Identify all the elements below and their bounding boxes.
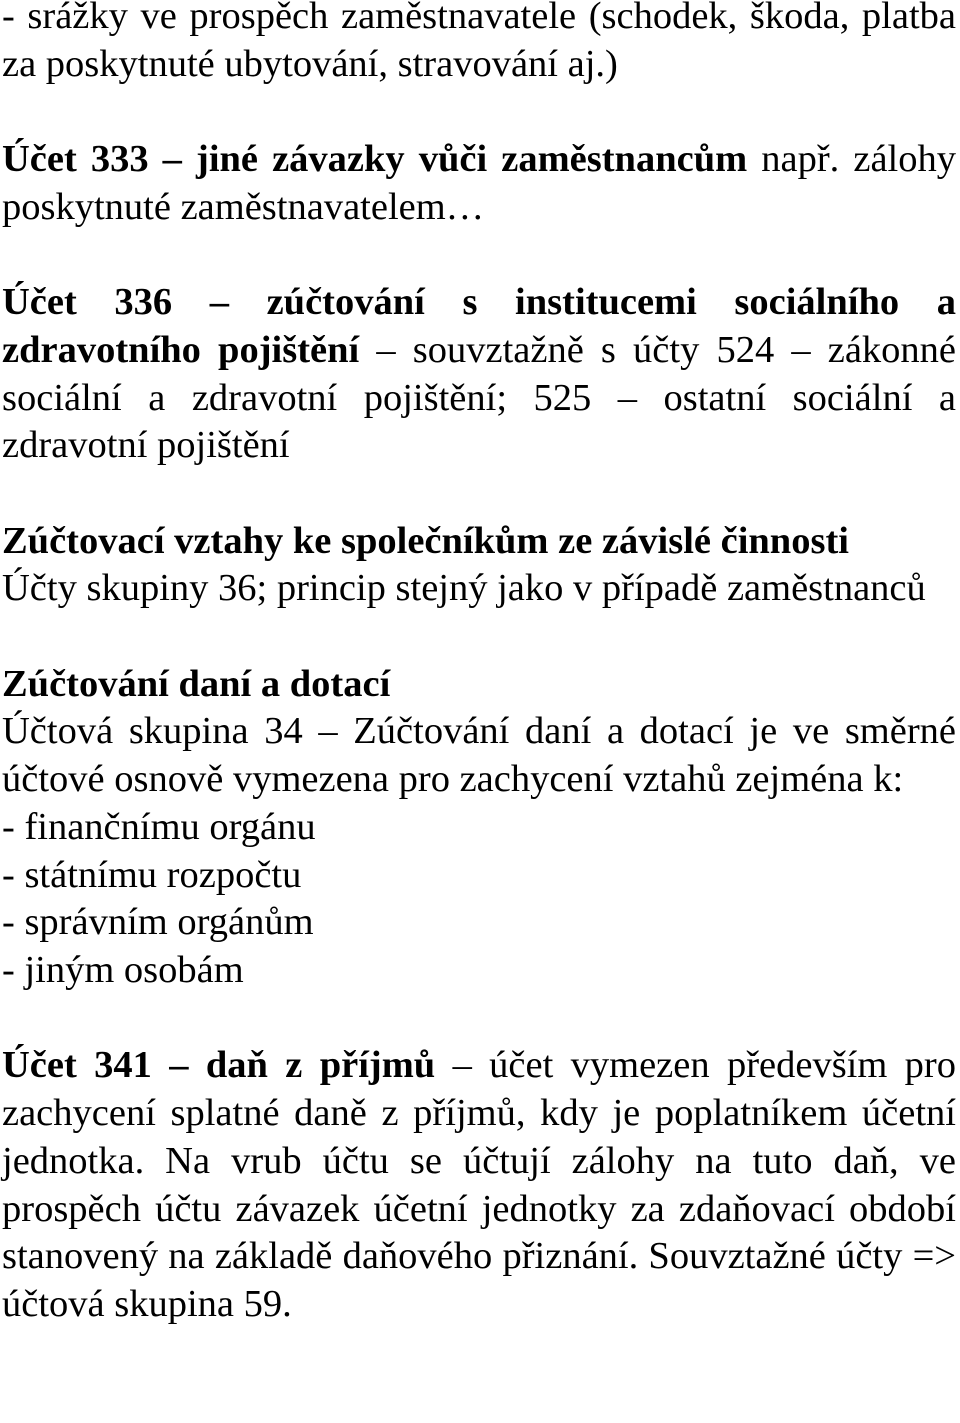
paragraph-taxes	[2, 708, 956, 803]
list-item: - státnímu rozpočtu	[2, 853, 302, 896]
paragraph-text: např. zálohy poskytnuté zaměstnavatelem…	[2, 138, 956, 228]
paragraph-deductions	[2, 0, 956, 88]
section-heading-taxes	[2, 661, 956, 709]
paragraph-text: – účet vymezen především pro zachycení splatné daně z příjmů, kdy je poplatníkem účetní jednotka. Na vrub účtu se účtují zálohy na tuto daň, ve prospěch účtu závazek účetní jednotky za zdaňovací období stanovený na základě daňového přiznání. Souvztažné účty => účtová skupina 59.	[2, 1044, 956, 1325]
taxes-heading: Zúčtování daní a dotací	[2, 662, 391, 705]
list-item: - správním orgánům	[2, 901, 314, 944]
paragraph-text: - srážky ve prospěch zaměstnavatele (schodek, škoda, platba za poskytnuté ubytování, stravování aj.)	[2, 0, 956, 85]
paragraph-account-333	[2, 136, 956, 231]
paragraph-gap	[2, 88, 956, 136]
paragraph-text: – souvztažně s účty 524 – zákonné sociální a zdravotní pojištění; 525 – ostatní sociální a zdravotní pojištění	[2, 328, 956, 467]
paragraph-text: Účty skupiny 36; princip stejný jako v případě zaměstnanců	[2, 567, 926, 610]
paragraph-gap	[2, 613, 956, 661]
account-336-heading: Účet 336 – zúčtování s institucemi sociálního a zdravotního pojištění	[2, 281, 956, 371]
account-333-heading: Účet 333 – jiné závazky vůči zaměstnancům	[2, 138, 748, 181]
paragraph-account-336	[2, 279, 956, 470]
section-heading-partners	[2, 518, 956, 566]
partners-heading: Zúčtovací vztahy ke společníkům ze závislé činnosti	[2, 519, 849, 562]
list-item: - jiným osobám	[2, 949, 244, 991]
paragraph-partners	[2, 565, 956, 613]
paragraph-gap	[2, 232, 956, 280]
paragraph-account-341	[2, 1042, 956, 1328]
account-341-heading: Účet 341 – daň z příjmů	[2, 1044, 436, 1087]
paragraph-gap	[2, 995, 956, 1043]
paragraph-gap	[2, 470, 956, 518]
document-page	[2, 0, 956, 1329]
paragraph-text: Účtová skupina 34 – Zúčtování daní a dotací je ve směrné účtové osnově vymezena pro zachycení vztahů zejména k:	[2, 710, 956, 801]
list-item: - finančnímu orgánu	[2, 805, 316, 848]
